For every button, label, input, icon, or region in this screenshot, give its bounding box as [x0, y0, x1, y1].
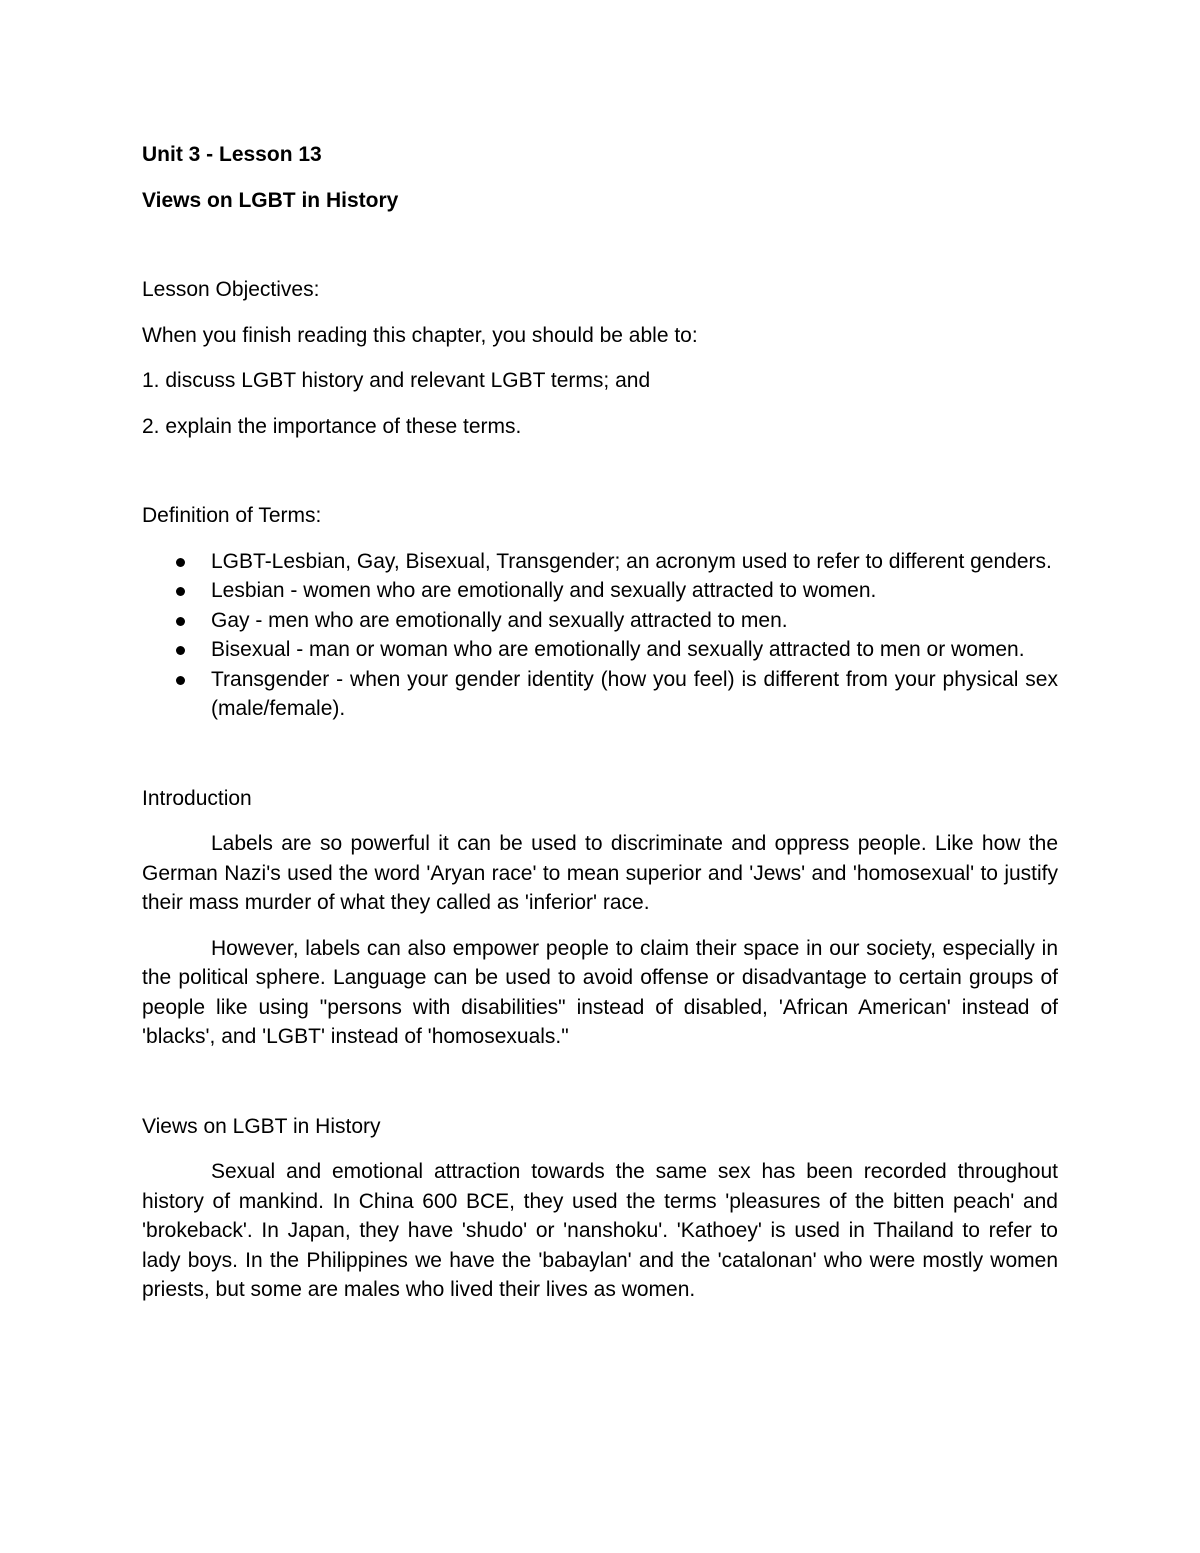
definitions-list [142, 547, 1058, 724]
bullet-icon [176, 558, 185, 567]
objective-item: 2. explain the importance of these terms. [142, 414, 522, 438]
history-heading: Views on LGBT in History [142, 1114, 381, 1138]
unit-heading: Unit 3 - Lesson 13 [142, 143, 322, 166]
definition-text: Transgender - when your gender identity (how you feel) is different from your physical sex (male/female). [211, 667, 1058, 720]
definition-item [142, 665, 1058, 724]
document-page [142, 140, 1058, 1321]
definition-item [142, 606, 1058, 636]
definitions-label: Definition of Terms: [142, 504, 322, 527]
introduction-heading: Introduction [142, 786, 252, 810]
introduction-paragraph: However, labels can also empower people to claim their space in our society, especially in the political sphere. Language can be used to avoid offense or disadvantage to certain groups of people like using "persons with disabilities" instead of disabled, 'African American' instead of 'blacks', and 'LGBT' instead of 'homosexuals." [142, 936, 1058, 1048]
definition-item [142, 547, 1058, 577]
introduction-paragraph: Labels are so powerful it can be used to discriminate and oppress people. Like how the German Nazi's used the word 'Aryan race' to mean superior and 'Jews' and 'homosexual' to justify their mass murder of what they called as 'inferior' race. [142, 832, 1058, 914]
objective-item: 1. discuss LGBT history and relevant LGBT terms; and [142, 369, 651, 392]
objectives-intro: When you finish reading this chapter, you should be able to: [142, 323, 698, 347]
definition-text: Bisexual - man or woman who are emotionally and sexually attracted to men or women. [211, 638, 1025, 661]
bullet-icon [176, 617, 185, 626]
bullet-icon [176, 587, 185, 596]
definition-text: LGBT-Lesbian, Gay, Bisexual, Transgender; an acronym used to refer to different genders. [211, 549, 1052, 573]
bullet-icon [176, 646, 185, 655]
definition-text: Gay - men who are emotionally and sexually attracted to men. [211, 608, 788, 632]
objectives-label: Lesson Objectives: [142, 278, 320, 301]
definition-item [142, 576, 1058, 606]
lesson-title: Views on LGBT in History [142, 188, 399, 212]
definition-text: Lesbian - women who are emotionally and sexually attracted to women. [211, 579, 877, 602]
definition-item [142, 635, 1058, 665]
history-paragraph: Sexual and emotional attraction towards the same sex has been recorded throughout history of mankind. In China 600 BCE, they used the terms 'pleasures of the bitten peach' and 'brokeback'. In Japan, they have 'shudo' or 'nanshoku'. 'Kathoey' is used in Thailand to refer to lady boys. In the Philippines we have the 'babaylan' and the 'catalonan' who were mostly women priests, but some are males who lived their lives as women. [142, 1160, 1058, 1301]
bullet-icon [176, 676, 185, 685]
